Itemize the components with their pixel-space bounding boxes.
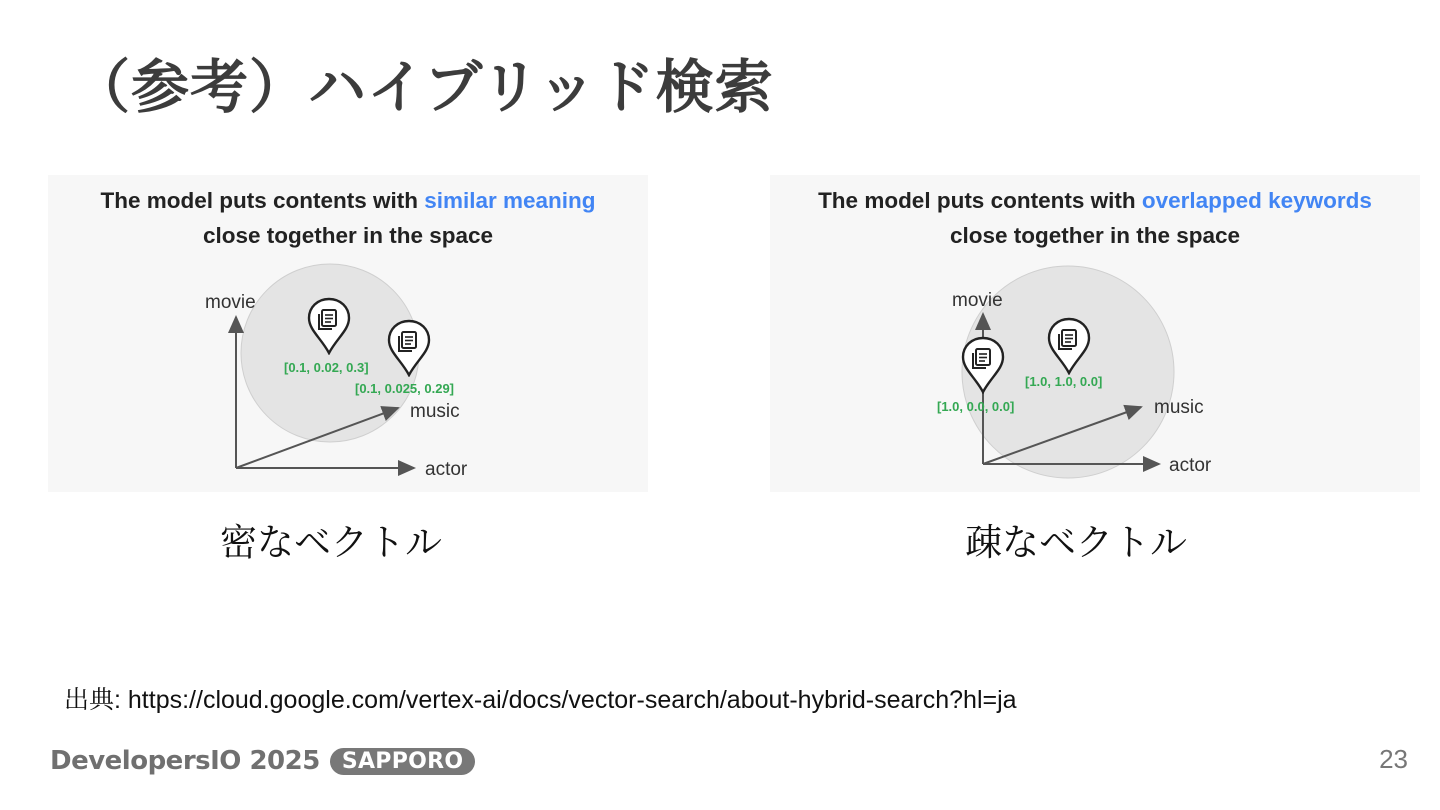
logo-badge: SAPPORO bbox=[330, 748, 476, 775]
logo-text: DevelopersIO 2025 bbox=[50, 746, 320, 776]
vector-space-plot bbox=[770, 175, 1420, 492]
dense-vector-caption: 密なベクトル bbox=[220, 521, 442, 564]
sparse-vector-caption: 疎なベクトル bbox=[965, 521, 1187, 564]
axis-label-movie: movie bbox=[205, 292, 256, 313]
heading-line2: close together in the space bbox=[949, 223, 1241, 248]
vector-label-a: [1.0, 0.0, 0.0] bbox=[937, 399, 1015, 414]
slide-title: （参考）ハイブリッド検索 bbox=[72, 53, 774, 121]
sparse-vector-diagram bbox=[770, 175, 1420, 492]
heading-line2: close together in the space bbox=[202, 223, 494, 248]
heading-accent: similar meaning bbox=[424, 188, 596, 213]
event-logo bbox=[50, 743, 475, 779]
source-prefix: 出典 bbox=[64, 685, 115, 714]
axis-label-music: music bbox=[1154, 397, 1204, 418]
source-url[interactable]: : https://cloud.google.com/vertex-ai/docs/vector-search/about-hybrid-search?hl=ja bbox=[114, 686, 1017, 714]
vector-space-plot bbox=[48, 175, 648, 492]
axis-label-actor: actor bbox=[425, 459, 468, 480]
axis-label-actor: actor bbox=[1169, 455, 1212, 476]
dense-vector-diagram bbox=[48, 175, 648, 492]
axis-label-music: music bbox=[410, 401, 460, 422]
heading-accent: overlapped keywords bbox=[1141, 188, 1372, 213]
vector-label-b: [0.1, 0.025, 0.29] bbox=[355, 381, 455, 396]
vector-label-a: [0.1, 0.02, 0.3] bbox=[284, 360, 369, 375]
heading-prefix: The model puts contents with bbox=[100, 188, 425, 213]
heading-prefix: The model puts contents with bbox=[818, 188, 1142, 213]
vector-label-b: [1.0, 1.0, 0.0] bbox=[1025, 374, 1103, 389]
axis-label-movie: movie bbox=[952, 290, 1003, 311]
page-number: 23 bbox=[1379, 744, 1408, 774]
source-citation bbox=[64, 680, 1017, 716]
